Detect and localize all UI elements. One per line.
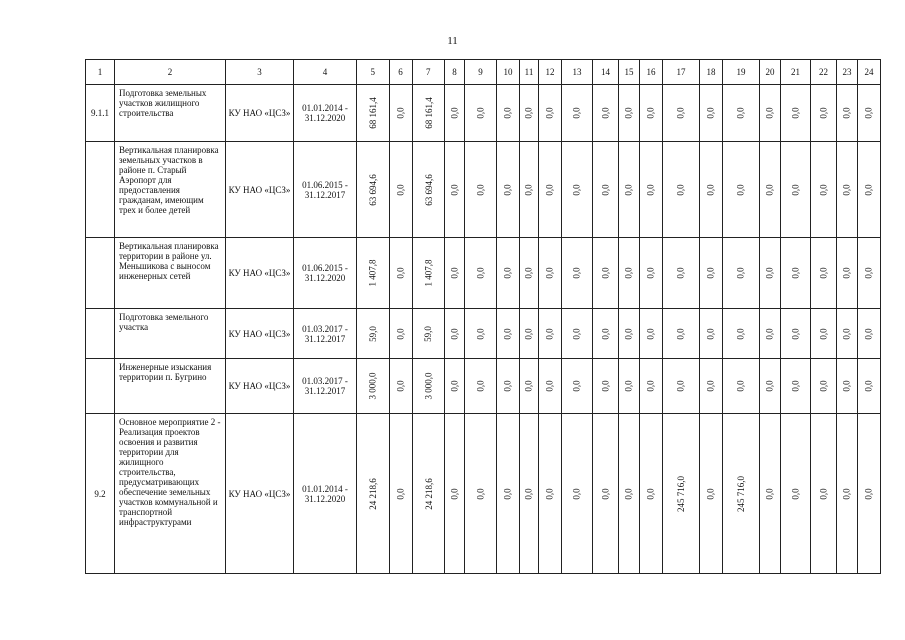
value-text: 0,0 [524,267,534,279]
column-header: 21 [781,60,811,85]
value-text: 0,0 [706,107,716,119]
value-cell [858,142,881,238]
value-text: 0,0 [790,380,801,392]
value-text: 0,0 [676,107,686,119]
column-header: 14 [593,60,619,85]
value-cell [837,359,858,414]
value-text: 0,0 [818,487,829,500]
value-cell [723,414,760,574]
value-cell [539,359,562,414]
row-number [86,238,115,309]
value-cell [562,142,593,238]
value-text: 0,0 [864,487,874,500]
value-cell [663,414,700,574]
value-cell [389,309,412,359]
column-header: 5 [357,60,390,85]
value-cell [562,359,593,414]
value-text: 245 716,0 [736,475,746,512]
value-text: 0,0 [503,183,513,196]
column-header: 20 [760,60,781,85]
column-header: 18 [700,60,723,85]
column-header: 19 [723,60,760,85]
value-cell [781,85,811,142]
value-cell [497,414,520,574]
value-cell [412,309,445,359]
value-text: 0,0 [475,487,486,500]
value-cell [837,309,858,359]
value-text: 0,0 [765,327,775,340]
value-text: 0,0 [449,183,460,196]
value-cell [465,309,497,359]
value-cell [723,142,760,238]
period: 01.03.2017 - 31.12.2017 [294,309,357,359]
period: 01.06.2015 - 31.12.2017 [294,142,357,238]
value-text: 63 694,6 [367,173,378,206]
column-header: 2 [115,60,226,85]
value-cell [445,359,465,414]
value-cell [357,309,390,359]
value-cell [663,309,700,359]
executor: КУ НАО «ЦСЗ» [226,359,294,414]
value-text: 0,0 [790,107,801,119]
value-text: 0,0 [600,183,611,196]
value-cell [837,414,858,574]
value-text: 0,0 [545,107,555,119]
table-row [86,359,881,414]
value-text: 0,0 [864,327,874,340]
value-text: 0,0 [646,327,656,340]
value-cell [723,309,760,359]
value-text: 0,0 [503,107,513,119]
value-text: 0,0 [475,183,486,196]
column-header: 12 [539,60,562,85]
value-cell [562,85,593,142]
value-cell [811,414,837,574]
value-cell [539,238,562,309]
value-cell [412,414,445,574]
value-cell [811,142,837,238]
value-cell [619,142,640,238]
header-row [86,60,881,85]
value-cell [389,238,412,309]
value-cell [837,238,858,309]
value-cell [837,142,858,238]
value-text: 0,0 [706,380,716,392]
value-cell [723,359,760,414]
period: 01.01.2014 - 31.12.2020 [294,414,357,574]
value-cell [593,309,619,359]
activity-name: Подготовка земельного участка [115,309,226,359]
value-text: 0,0 [449,380,460,392]
column-header: 15 [619,60,640,85]
executor: КУ НАО «ЦСЗ» [226,414,294,574]
value-cell [520,142,539,238]
value-cell [837,85,858,142]
value-cell [445,85,465,142]
value-text: 0,0 [706,267,716,279]
value-cell [640,85,663,142]
value-text: 68 161,4 [367,97,378,129]
value-text: 0,0 [624,107,634,119]
column-header: 10 [497,60,520,85]
value-text: 0,0 [842,487,852,500]
value-cell [357,238,390,309]
value-text: 0,0 [765,267,775,279]
value-text: 68 161,4 [423,97,434,129]
value-text: 0,0 [475,327,486,340]
value-cell [723,238,760,309]
value-text: 0,0 [624,183,634,196]
value-cell [520,238,539,309]
table-row [86,309,881,359]
value-text: 0,0 [842,327,852,340]
value-text: 0,0 [572,267,582,279]
value-cell [811,85,837,142]
value-cell [497,309,520,359]
value-cell [781,359,811,414]
page-number: 11 [447,35,458,47]
value-text: 0,0 [524,380,534,392]
value-text: 0,0 [395,380,406,392]
value-cell [700,414,723,574]
column-header: 11 [520,60,539,85]
value-cell [465,142,497,238]
value-cell [640,142,663,238]
value-text: 0,0 [600,380,611,392]
value-text: 0,0 [624,380,634,392]
value-text: 0,0 [842,107,852,119]
value-text: 0,0 [736,107,746,119]
value-cell [412,238,445,309]
value-cell [593,142,619,238]
value-cell [858,414,881,574]
value-cell [465,85,497,142]
value-text: 0,0 [736,183,746,196]
value-text: 0,0 [842,267,852,279]
value-text: 0,0 [395,107,406,119]
value-cell [465,238,497,309]
value-cell [811,238,837,309]
value-cell [663,85,700,142]
executor: КУ НАО «ЦСЗ» [226,238,294,309]
value-cell [663,238,700,309]
value-cell [619,359,640,414]
value-cell [497,85,520,142]
period: 01.03.2017 - 31.12.2017 [294,359,357,414]
value-text: 63 694,6 [423,173,434,206]
value-cell [663,142,700,238]
value-cell [445,142,465,238]
value-text: 0,0 [503,327,513,340]
value-cell [640,238,663,309]
value-cell [412,85,445,142]
row-number [86,359,115,414]
value-cell [389,85,412,142]
value-text: 0,0 [449,107,460,119]
value-cell [497,238,520,309]
value-text: 0,0 [524,487,534,500]
value-cell [700,238,723,309]
value-cell [357,359,390,414]
value-text: 0,0 [736,380,746,392]
value-text: 0,0 [572,327,582,340]
value-text: 0,0 [765,487,775,500]
value-cell [663,359,700,414]
value-text: 0,0 [646,107,656,119]
value-cell [811,309,837,359]
value-text: 0,0 [765,183,775,196]
value-text: 0,0 [503,487,513,500]
value-text: 0,0 [818,380,829,392]
value-cell [357,85,390,142]
table-row [86,414,881,574]
value-cell [520,359,539,414]
value-cell [562,414,593,574]
value-cell [520,85,539,142]
value-cell [465,359,497,414]
value-cell [781,142,811,238]
value-text: 0,0 [395,327,406,340]
value-cell [539,85,562,142]
value-cell [445,238,465,309]
value-cell [700,142,723,238]
value-text: 0,0 [395,267,406,279]
value-text: 1 407,8 [423,259,434,287]
value-text: 0,0 [545,267,555,279]
value-cell [619,238,640,309]
column-header: 24 [858,60,881,85]
value-cell [593,414,619,574]
value-cell [640,414,663,574]
table-row [86,142,881,238]
value-cell [781,309,811,359]
value-cell [497,359,520,414]
executor: КУ НАО «ЦСЗ» [226,309,294,359]
value-text: 24 218,6 [367,477,378,510]
value-text: 0,0 [545,327,555,340]
column-header: 1 [86,60,115,85]
value-text: 0,0 [395,487,406,500]
value-text: 0,0 [676,267,686,279]
row-number: 9.1.1 [86,85,115,142]
value-cell [640,309,663,359]
value-text: 0,0 [842,380,852,392]
column-header: 4 [294,60,357,85]
value-cell [811,359,837,414]
value-text: 0,0 [524,183,534,196]
value-cell [539,309,562,359]
value-text: 0,0 [736,267,746,279]
table-row [86,85,881,142]
value-text: 0,0 [765,380,775,392]
value-text: 0,0 [706,183,716,196]
column-header: 6 [389,60,412,85]
value-text: 0,0 [864,107,874,119]
value-cell [640,359,663,414]
value-cell [539,414,562,574]
activity-name: Вертикальная планировка территории в районе ул. Меньшикова с выносом инженерных сетей [115,238,226,309]
value-text: 0,0 [600,487,611,500]
value-text: 3 000,0 [367,372,378,400]
value-cell [619,309,640,359]
value-text: 0,0 [706,487,716,500]
value-text: 0,0 [572,107,582,119]
value-text: 59,0 [367,325,378,342]
value-cell [700,85,723,142]
value-text: 0,0 [503,380,513,392]
value-text: 0,0 [475,107,486,119]
row-number [86,309,115,359]
value-cell [619,85,640,142]
value-cell [593,85,619,142]
row-number: 9.2 [86,414,115,574]
value-text: 0,0 [600,267,611,279]
value-text: 0,0 [676,183,686,196]
value-text: 0,0 [818,267,829,279]
value-text: 3 000,0 [423,372,434,400]
value-text: 0,0 [545,487,555,500]
value-text: 0,0 [790,183,801,196]
period: 01.06.2015 - 31.12.2020 [294,238,357,309]
value-cell [760,85,781,142]
value-text: 0,0 [449,487,460,500]
value-text: 1 407,8 [367,259,378,287]
row-number [86,142,115,238]
value-text: 245 716,0 [676,475,686,512]
value-text: 0,0 [676,327,686,340]
column-header: 23 [837,60,858,85]
table-row [86,238,881,309]
column-header: 16 [640,60,663,85]
value-text: 0,0 [624,487,634,500]
value-cell [445,414,465,574]
value-text: 0,0 [600,107,611,119]
value-text: 0,0 [818,107,829,119]
value-cell [539,142,562,238]
value-text: 0,0 [864,183,874,196]
value-cell [389,359,412,414]
value-text: 0,0 [864,267,874,279]
value-text: 24 218,6 [423,477,434,510]
value-text: 0,0 [449,327,460,340]
value-cell [760,414,781,574]
column-header: 17 [663,60,700,85]
activity-name: Подготовка земельных участков жилищного строительства [115,85,226,142]
column-header: 3 [226,60,294,85]
value-text: 0,0 [676,380,686,392]
value-text: 0,0 [545,183,555,196]
value-cell [389,142,412,238]
value-text: 0,0 [646,267,656,279]
value-cell [389,414,412,574]
value-cell [520,414,539,574]
value-text: 0,0 [503,267,513,279]
value-text: 0,0 [524,107,534,119]
value-cell [357,414,390,574]
value-cell [619,414,640,574]
value-text: 0,0 [572,183,582,196]
value-text: 0,0 [646,487,656,500]
value-cell [760,142,781,238]
value-cell [497,142,520,238]
executor: КУ НАО «ЦСЗ» [226,142,294,238]
value-cell [445,309,465,359]
value-cell [781,414,811,574]
value-cell [357,142,390,238]
value-text: 0,0 [475,267,486,279]
value-text: 0,0 [395,183,406,196]
value-text: 0,0 [842,183,852,196]
value-cell [760,238,781,309]
column-header: 7 [412,60,445,85]
column-header: 8 [445,60,465,85]
value-cell [700,359,723,414]
value-text: 0,0 [706,327,716,340]
column-header: 13 [562,60,593,85]
column-header: 9 [465,60,497,85]
value-cell [700,309,723,359]
value-text: 59,0 [423,325,434,342]
value-text: 0,0 [736,327,746,340]
value-cell [781,238,811,309]
activity-name: Вертикальная планировка земельных участков в районе п. Старый Аэропорт для предоставления гражданам, имеющим трех и более детей [115,142,226,238]
value-text: 0,0 [818,183,829,196]
value-cell [858,85,881,142]
value-text: 0,0 [765,107,775,119]
value-text: 0,0 [790,327,801,340]
value-text: 0,0 [524,327,534,340]
value-text: 0,0 [572,380,582,392]
value-cell [858,238,881,309]
value-text: 0,0 [624,327,634,340]
value-cell [465,414,497,574]
value-cell [723,85,760,142]
value-cell [593,359,619,414]
value-text: 0,0 [646,380,656,392]
value-cell [412,359,445,414]
value-cell [562,238,593,309]
value-cell [593,238,619,309]
value-text: 0,0 [818,327,829,340]
value-cell [412,142,445,238]
value-text: 0,0 [790,267,801,279]
period: 01.01.2014 - 31.12.2020 [294,85,357,142]
activity-name: Инженерные изыскания территории п. Бугрино [115,359,226,414]
value-cell [520,309,539,359]
value-cell [562,309,593,359]
budget-table [85,59,881,574]
value-cell [858,359,881,414]
value-text: 0,0 [646,183,656,196]
value-text: 0,0 [475,380,486,392]
value-text: 0,0 [545,380,555,392]
value-text: 0,0 [624,267,634,279]
column-header: 22 [811,60,837,85]
value-text: 0,0 [790,487,801,500]
value-cell [760,309,781,359]
executor: КУ НАО «ЦСЗ» [226,85,294,142]
activity-name: Основное мероприятие 2 - Реализация проектов освоения и развития территории для жилищного строительства, предусматривающих обеспечение земельных участков коммунальной и транспортной инфраструктурами [115,414,226,574]
value-text: 0,0 [572,487,582,500]
value-text: 0,0 [600,327,611,340]
value-cell [760,359,781,414]
value-text: 0,0 [864,380,874,392]
value-text: 0,0 [449,267,460,279]
value-cell [858,309,881,359]
